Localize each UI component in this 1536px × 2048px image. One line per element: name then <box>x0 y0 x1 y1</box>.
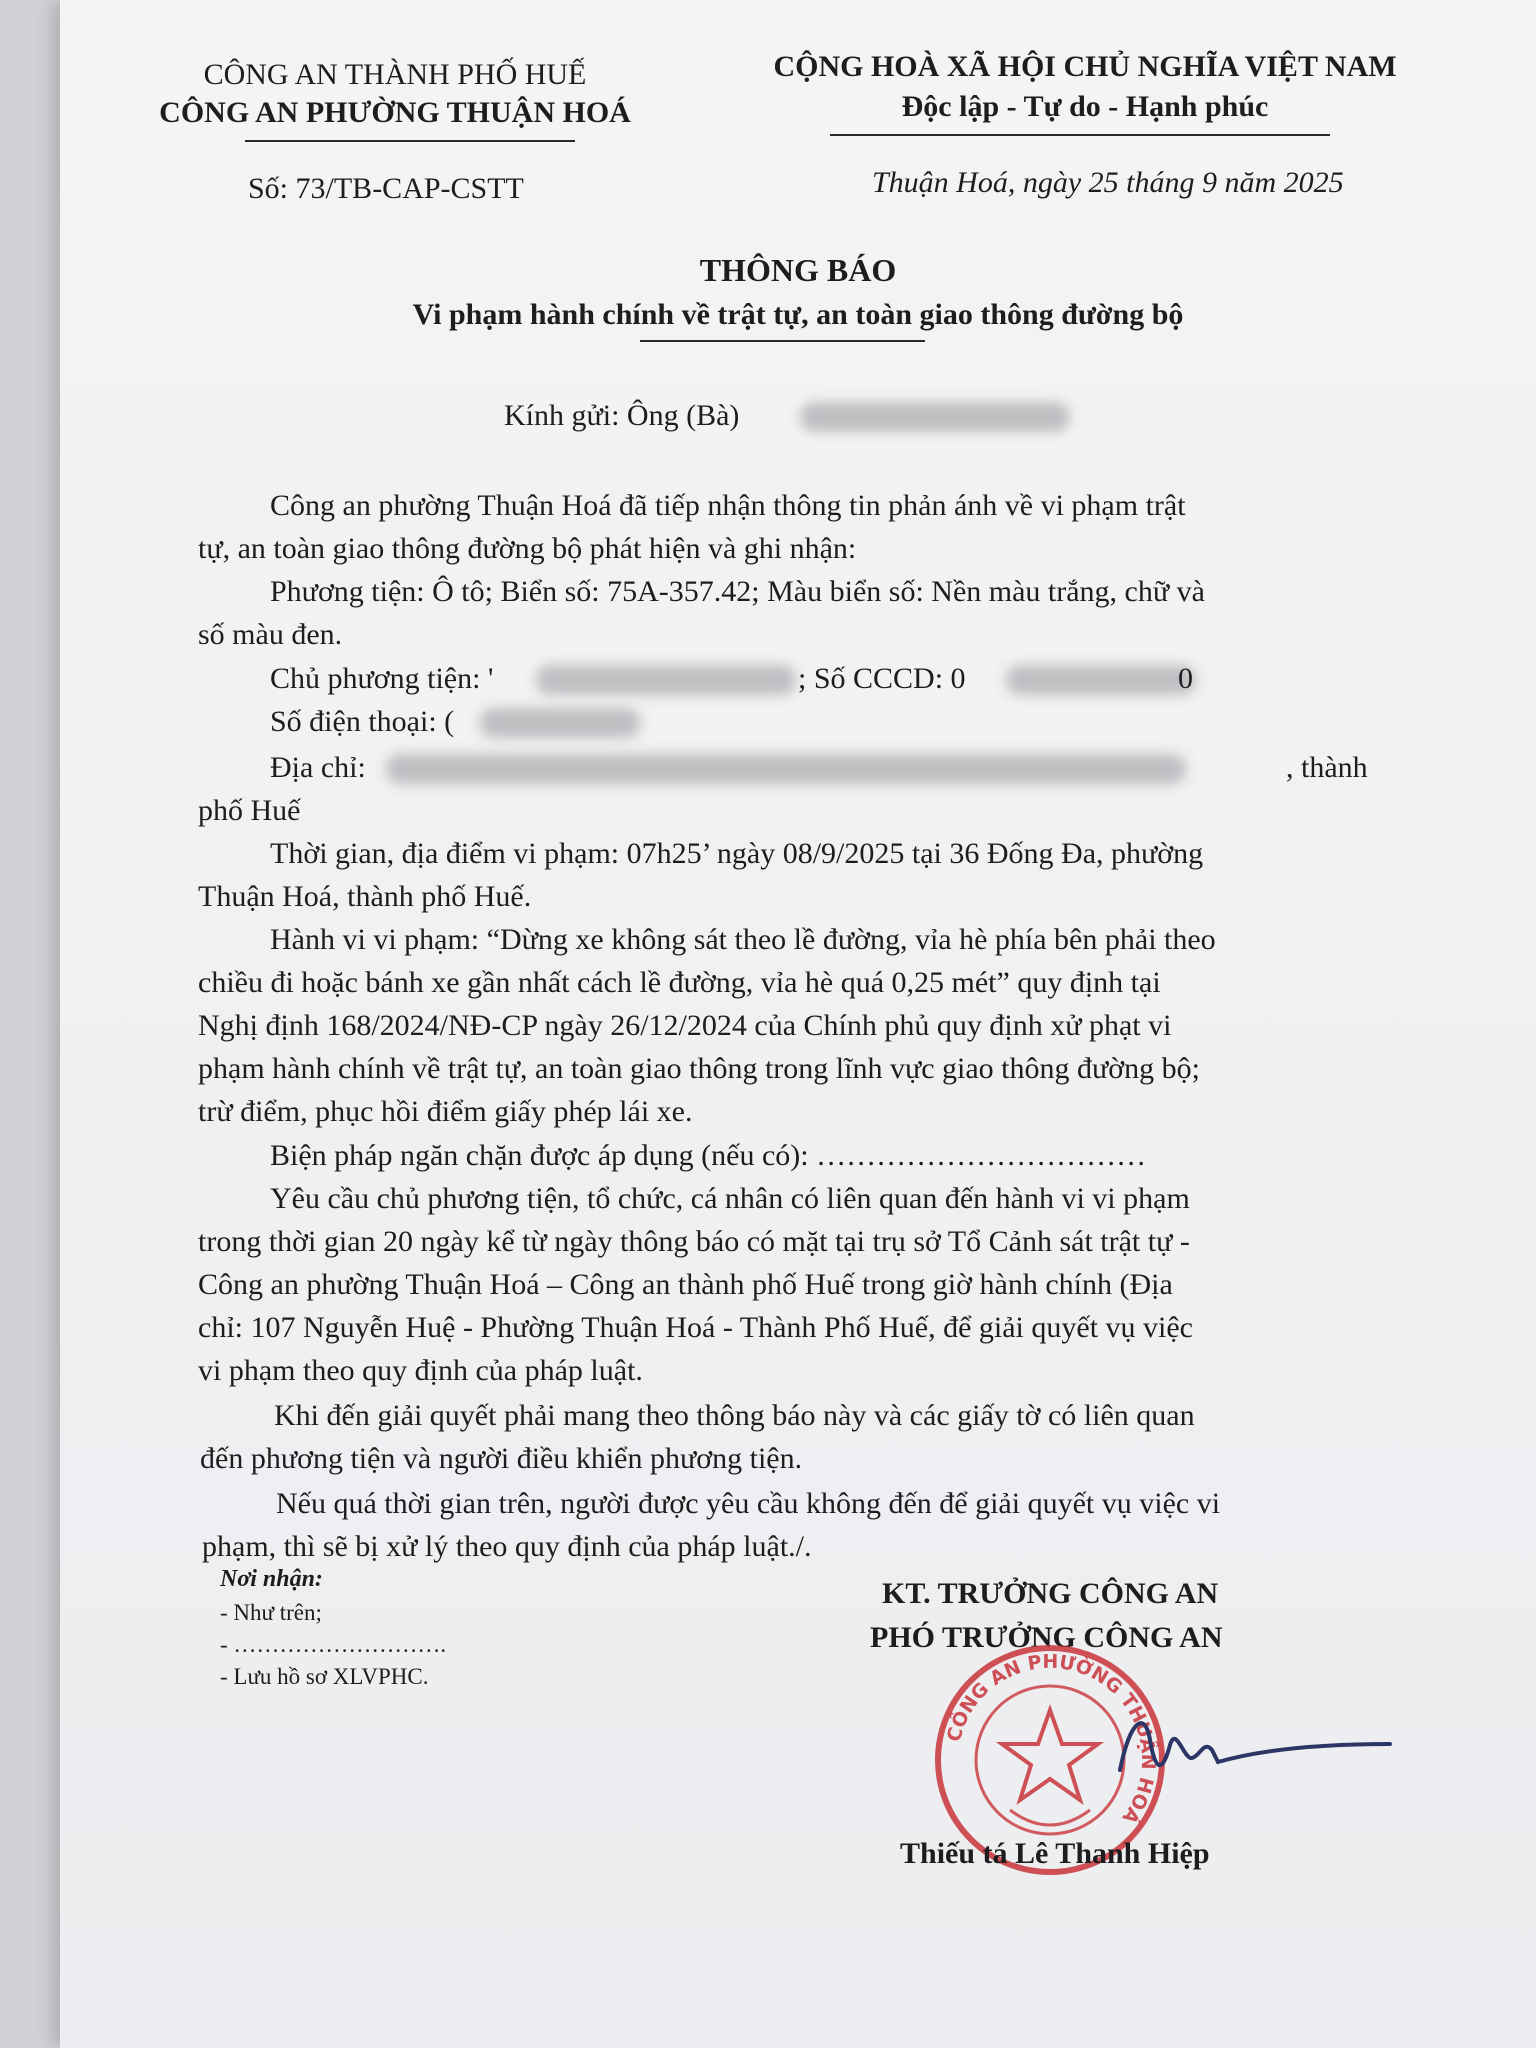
seal-text: CÔNG AN PHƯỜNG THUẬN HOÁ <box>942 1650 1160 1828</box>
owner-label: Chủ phương tiện: ' <box>270 662 494 695</box>
violation-line-2: chiều đi hoặc bánh xe gần nhất cách lề đường, vỉa hè quá 0,25 mét” quy định tại <box>198 966 1161 999</box>
signature-title-2: PHÓ TRƯỞNG CÔNG AN <box>870 1621 1223 1654</box>
request-line-2: trong thời gian 20 ngày kể từ ngày thông báo có mặt tại trụ sở Tổ Cảnh sát trật tự - <box>198 1225 1190 1258</box>
document-number: Số: 73/TB-CAP-CSTT <box>248 172 524 205</box>
bring-line-1: Khi đến giải quyết phải mang theo thông báo này và các giấy tờ có liên quan <box>274 1399 1195 1432</box>
redacted-phone-number <box>480 708 640 738</box>
request-line-3: Công an phường Thuận Hoá – Công an thành phố Huế trong giờ hành chính (Địa <box>198 1268 1173 1301</box>
agency-parent: CÔNG AN THÀNH PHỐ HUẾ <box>203 58 587 91</box>
subtitle-underline <box>640 340 925 342</box>
motto-underline <box>830 134 1330 136</box>
agency-underline <box>245 140 575 142</box>
document-page <box>60 0 1536 2048</box>
address-line-2: phố Huế <box>198 794 301 827</box>
redacted-owner-name <box>536 665 796 695</box>
signer-name: Thiếu tá Lê Thanh Hiệp <box>900 1837 1210 1870</box>
violation-line-3: Nghị định 168/2024/NĐ-CP ngày 26/12/2024 của Chính phủ quy định xử phạt vi <box>198 1009 1172 1042</box>
national-title: CỘNG HOÀ XÃ HỘI CHỦ NGHĨA VIỆT NAM <box>773 50 1397 83</box>
redacted-cccd-number <box>1006 665 1196 695</box>
measure-line: Biện pháp ngăn chặn được áp dụng (nếu có): …………………………… <box>270 1139 1147 1172</box>
address-end: , thành <box>1286 751 1368 784</box>
redacted-recipient-name <box>800 402 1070 432</box>
recipients-item-2: - ………………………. <box>220 1632 447 1657</box>
cccd-end: 0 <box>1178 662 1193 695</box>
vehicle-line-2: số màu đen. <box>198 618 343 651</box>
time-line-1: Thời gian, địa điểm vi phạm: 07h25’ ngày 08/9/2025 tại 36 Đống Đa, phường <box>270 837 1204 870</box>
recipients-item-1: - Như trên; <box>220 1600 322 1625</box>
national-motto: Độc lập - Tự do - Hạnh phúc <box>901 90 1269 123</box>
signature-title-1: KT. TRƯỞNG CÔNG AN <box>882 1577 1219 1610</box>
request-line-1: Yêu cầu chủ phương tiện, tổ chức, cá nhân có liên quan đến hành vi vi phạm <box>270 1182 1190 1215</box>
overdue-line-1: Nếu quá thời gian trên, người được yêu cầu không đến để giải quyết vụ việc vi <box>276 1487 1221 1520</box>
cccd-label: ; Số CCCD: 0 <box>798 662 966 695</box>
document-subtitle: Vi phạm hành chính về trật tự, an toàn giao thông đường bộ <box>412 298 1184 331</box>
document-title: THÔNG BÁO <box>699 252 897 288</box>
vehicle-line-1: Phương tiện: Ô tô; Biển số: 75A-357.42; Màu biển số: Nền màu trắng, chữ và <box>270 575 1205 608</box>
redacted-address <box>386 754 1186 784</box>
recipient-label: Kính gửi: Ông (Bà) <box>504 399 740 432</box>
intro-line-2: tự, an toàn giao thông đường bộ phát hiện và ghi nhận: <box>198 532 857 565</box>
overdue-line-2: phạm, thì sẽ bị xử lý theo quy định của pháp luật./. <box>202 1530 812 1563</box>
recipients-item-3: - Lưu hồ sơ XLVPHC. <box>220 1664 429 1689</box>
bring-line-2: đến phương tiện và người điều khiển phương tiện. <box>200 1442 803 1475</box>
time-line-2: Thuận Hoá, thành phố Huế. <box>198 880 532 913</box>
place-date: Thuận Hoá, ngày 25 tháng 9 năm 2025 <box>872 166 1344 199</box>
agency-name: CÔNG AN PHƯỜNG THUẬN HOÁ <box>159 96 631 129</box>
request-line-5: vi phạm theo quy định của pháp luật. <box>198 1354 643 1387</box>
violation-line-4: phạm hành chính về trật tự, an toàn giao thông trong lĩnh vực giao thông đường bộ; <box>198 1052 1200 1085</box>
address-label: Địa chỉ: <box>270 751 366 784</box>
request-line-4: chỉ: 107 Nguyễn Huệ - Phường Thuận Hoá - Thành Phố Huế, để giải quyết vụ việc <box>198 1311 1193 1344</box>
recipients-heading: Nơi nhận: <box>220 1566 323 1592</box>
intro-line-1: Công an phường Thuận Hoá đã tiếp nhận thông tin phản ánh về vi phạm trật <box>270 489 1186 522</box>
violation-line-5: trừ điểm, phục hồi điểm giấy phép lái xe. <box>198 1095 693 1128</box>
violation-line-1: Hành vi vi phạm: “Dừng xe không sát theo lề đường, vỉa hè phía bên phải theo <box>270 923 1216 956</box>
phone-label: Số điện thoại: ( <box>270 705 455 738</box>
handwritten-signature <box>1100 1700 1400 1800</box>
